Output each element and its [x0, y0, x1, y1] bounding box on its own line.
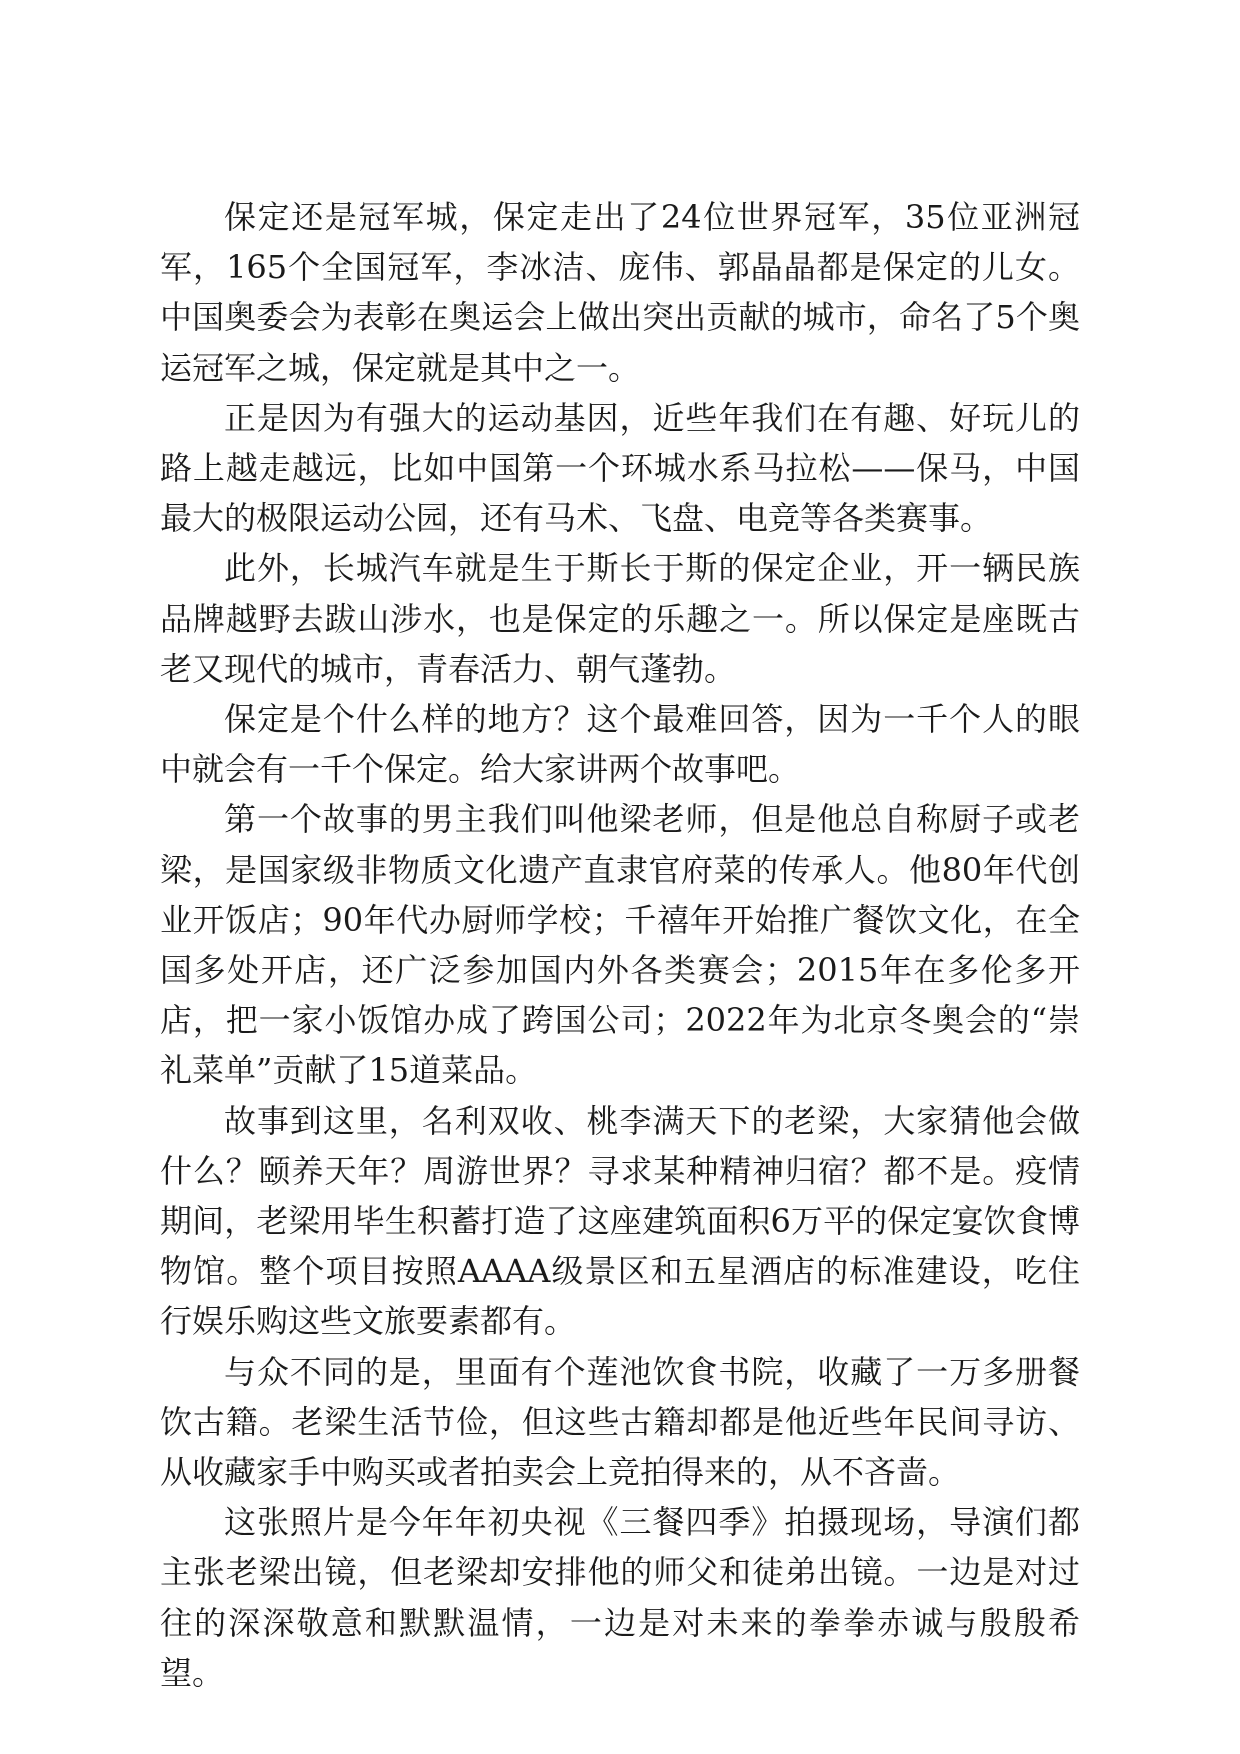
paragraph-three-meals-four-seasons: 这张照片是今年年初央视《三餐四季》拍摄现场，导演们都主张老梁出镜，但老梁却安排他的师父和徒弟出镜。一边是对过往的深深敬意和默默温情，一边是对未来的拳拳赤诚与殷殷希望。 [160, 1503, 1080, 1692]
paragraph-food-museum: 故事到这里，名利双收、桃李满天下的老梁，大家猜他会做什么？颐养天年？周游世界？寻求某种精神归宿？都不是。疫情期间，老梁用毕生积蓄打造了这座建筑面积6万平的保定宴饮食博物馆。整个项目按照AAAA级景区和五星酒店的标准建设，吃住行娱乐购这些文旅要素都有。 [160, 1101, 1080, 1341]
paragraph-champion-city: 保定还是冠军城，保定走出了24位世界冠军，35位亚洲冠军，165个全国冠军，李冰洁、庞伟、郭晶晶都是保定的儿女。中国奥委会为表彰在奥运会上做出突出贡献的城市，命名了5个奥运冠军之城，保定就是其中之一。 [160, 198, 1080, 387]
paragraph-story-lao-liang: 第一个故事的男主我们叫他梁老师，但是他总自称厨子或老梁，是国家级非物质文化遗产直隶官府菜的传承人。他80年代创业开饭店；90年代办厨师学校；千禧年开始推广餐饮文化，在全国多处开店，还广泛参加国内外各类赛会；2015年在多伦多开店，把一家小饭馆办成了跨国公司；2022年为北京冬奥会的“崇礼菜单”贡献了15道菜品。 [160, 800, 1080, 1090]
document-body [160, 192, 1080, 1698]
paragraph-great-wall-motors: 此外，长城汽车就是生于斯长于斯的保定企业，开一辆民族品牌越野去跋山涉水，也是保定的乐趣之一。所以保定是座既古老又现代的城市，青春活力、朝气蓬勃。 [160, 549, 1080, 688]
paragraph-sports-gene: 正是因为有强大的运动基因，近些年我们在有趣、好玩儿的路上越走越远，比如中国第一个环城水系马拉松——保马，中国最大的极限运动公园，还有马术、飞盘、电竞等各类赛事。 [160, 398, 1080, 538]
paragraph-lianchi-academy: 与众不同的是，里面有个莲池饮食书院，收藏了一万多册餐饮古籍。老梁生活节俭，但这些古籍却都是他近些年民间寻访、从收藏家手中购买或者拍卖会上竞拍得来的，从不吝啬。 [160, 1352, 1080, 1492]
paragraph-what-is-baoding: 保定是个什么样的地方？这个最难回答，因为一千个人的眼中就会有一千个保定。给大家讲两个故事吧。 [160, 700, 1080, 789]
